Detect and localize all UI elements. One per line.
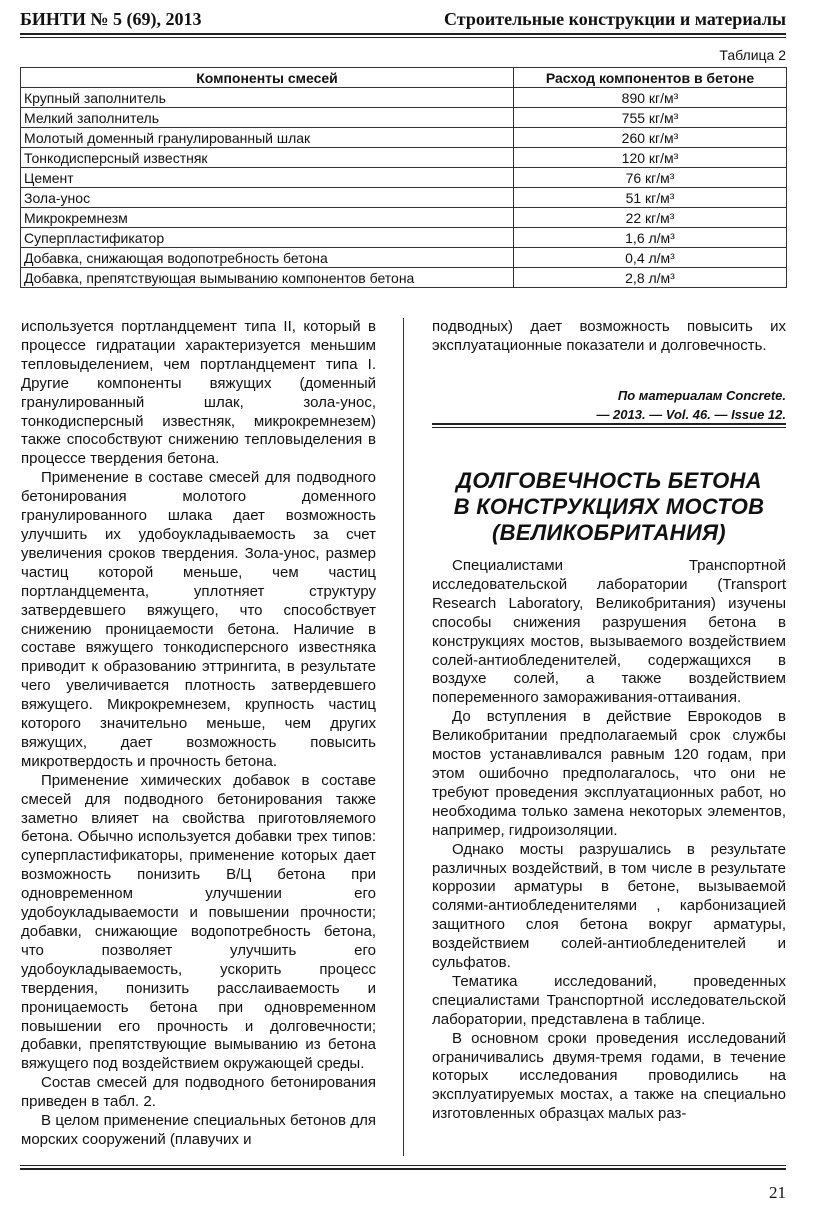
component-name: Молотый доменный гранулированный шлак bbox=[21, 128, 514, 148]
component-amount: 120 кг/м³ bbox=[514, 148, 787, 168]
component-name: Добавка, снижающая водопотребность бетона bbox=[21, 248, 514, 268]
paragraph: В целом применение специальных бетонов для морских сооружений (плавучих и bbox=[21, 1112, 376, 1148]
article-separator-rule bbox=[432, 423, 786, 425]
component-name: Зола-унос bbox=[21, 188, 514, 208]
component-name: Цемент bbox=[21, 168, 514, 188]
table-row bbox=[21, 128, 787, 148]
table-row bbox=[21, 248, 787, 268]
source-citation bbox=[432, 386, 786, 424]
component-name: Добавка, препятствующая вымыванию компонентов бетона bbox=[21, 268, 514, 288]
section-title: Строительные конструкции и материалы bbox=[444, 9, 786, 29]
page-number: 21 bbox=[769, 1183, 786, 1202]
components-table bbox=[20, 67, 787, 288]
table-row bbox=[21, 88, 787, 108]
table-row bbox=[21, 168, 787, 188]
component-amount: 76 кг/м³ bbox=[514, 168, 787, 188]
paragraph: Специалистами Транспортной исследовательской лаборатории (Transport Research Laboratory, Великобритания) изучены способы снижения разрушения бетона в конструкциях мостов, вызываемого воздействием солей-антиобледенителей, содержащихся в воздухе солей, а также воздействием попеременного замораживания-оттаивания. bbox=[432, 557, 786, 707]
table-caption: Таблица 2 bbox=[719, 47, 786, 63]
paragraph: Состав смесей для подводного бетонирования приведен в табл. 2. bbox=[21, 1074, 376, 1111]
table-row bbox=[21, 228, 787, 248]
source-line: — 2013. — Vol. 46. — Issue 12. bbox=[596, 407, 786, 422]
component-amount: 0,4 л/м³ bbox=[514, 248, 787, 268]
column-header-components: Компоненты смесей bbox=[21, 68, 514, 88]
source-line: По материалам Concrete. bbox=[617, 388, 786, 403]
table-row bbox=[21, 268, 787, 288]
component-amount: 890 кг/м³ bbox=[514, 88, 787, 108]
table-row bbox=[21, 208, 787, 228]
journal-issue: БИНТИ № 5 (69), 2013 bbox=[20, 9, 202, 29]
component-amount: 2,8 л/м³ bbox=[514, 268, 787, 288]
paragraph: Применение в составе смесей для подводного бетонирования молотого доменного гранулированного шлака дает возможность улучшить их удобоукладываемость за счет увеличения сроков твердения. Зола-унос, размер частиц которой меньше, чем частиц портландцемента, уплотняет структуру затвердевшего вяжущего, что способствует снижению проницаемости бетона. Наличие в составе вяжущего тонкодисперсного известняка приводит к образованию эттрингита, в результате чего увеличивается плотность затвердевшего вяжущего. Микрокремнезем, крупность частиц которого значительно меньше, чем других вяжущих, дает возможность повысить микротвердость и прочность бетона. bbox=[21, 469, 376, 770]
article-title bbox=[432, 468, 786, 546]
footer-rule-thin bbox=[20, 1165, 786, 1166]
paragraph: В основном сроки проведения исследований ограничивались двумя-тремя годами, в течение которых исследования проводились на эксплуатируемых мостах, а также на специально изготовленных образцах малых раз- bbox=[432, 1029, 786, 1123]
component-amount: 1,6 л/м³ bbox=[514, 228, 787, 248]
paragraph: подводных) дает возможность повысить их эксплуатационные показатели и долговечность. bbox=[432, 318, 786, 354]
component-name: Тонкодисперсный известняк bbox=[21, 148, 514, 168]
header-rule bbox=[20, 33, 786, 35]
footer-rule bbox=[20, 1168, 786, 1170]
article-separator-rule-thin bbox=[432, 427, 786, 428]
table-row bbox=[21, 108, 787, 128]
component-name: Мелкий заполнитель bbox=[21, 108, 514, 128]
column-header-consumption: Расход компонентов в бетоне bbox=[514, 68, 787, 88]
component-name: Микрокремнезм bbox=[21, 208, 514, 228]
title-line: В КОНСТРУКЦИЯХ МОСТОВ bbox=[453, 494, 765, 519]
component-amount: 51 кг/м³ bbox=[514, 188, 787, 208]
component-name: Суперпластификатор bbox=[21, 228, 514, 248]
paragraph: используется портландцемент типа II, который в процессе гидратации характеризуется меньшим тепловыделением, чем портландцемент типа I. Другие компоненты вяжущих (доменный гранулированный шлак, зола-унос, тонкодисперсный известняк, микрокремнезем) также способствуют снижению тепловыделения в процессе твердения бетона. bbox=[21, 318, 376, 468]
article-body bbox=[432, 557, 786, 1124]
header-rule-thin bbox=[20, 37, 786, 38]
component-name: Крупный заполнитель bbox=[21, 88, 514, 108]
title-line: ДОЛГОВЕЧНОСТЬ БЕТОНА bbox=[456, 468, 762, 493]
left-column bbox=[21, 318, 376, 1150]
column-divider bbox=[403, 318, 404, 1156]
paragraph: Тематика исследований, проведенных специалистами Транспортной исследовательской лаборатории, представлена в таблице. bbox=[432, 972, 786, 1028]
component-amount: 260 кг/м³ bbox=[514, 128, 787, 148]
table-row bbox=[21, 188, 787, 208]
running-header bbox=[20, 7, 786, 33]
paragraph: Применение химических добавок в составе смесей для подводного бетонирования также заметно влияет на свойства приготовляемого бетона. Обычно используется добавки трех типов: суперпластификаторы, применение которых дает возможность понизить В/Ц бетона при одновременном улучшении его удобоукладываемости и повышении прочности; добавки, снижающие водопотребность бетона, что позволяет улучшить его удобоукладываемость, ускорить процесс твердения, понизить расслаиваемость и проницаемость бетона при одновременном повышении его прочность и долговечности; добавки, препятствующие вымыванию из бетона вяжущего под воздействием окружающей среды. bbox=[21, 771, 376, 1073]
right-column-continuation bbox=[432, 318, 786, 356]
title-line: (ВЕЛИКОБРИТАНИЯ) bbox=[492, 520, 726, 545]
component-amount: 755 кг/м³ bbox=[514, 108, 787, 128]
table-row bbox=[21, 148, 787, 168]
paragraph: Однако мосты разрушались в результате различных воздействий, в том числе в результате коррозии арматуры в бетоне, вызываемой солями-антиобледенителями , карбонизацией защитного слоя бетона вокруг арматуры, воздействием солей-антиобледенителей и сульфатов. bbox=[432, 840, 786, 972]
paragraph: До вступления в действие Еврокодов в Великобритании предполагаемый срок службы мостов устанавливался равным 120 годам, при этом ошибочно предполагалось, что они не требуют проведения эксплуатационных работ, но необходима только замена некоторых элементов, например, гидроизоляции. bbox=[432, 708, 786, 839]
component-amount: 22 кг/м³ bbox=[514, 208, 787, 228]
table-header-row bbox=[21, 68, 787, 88]
